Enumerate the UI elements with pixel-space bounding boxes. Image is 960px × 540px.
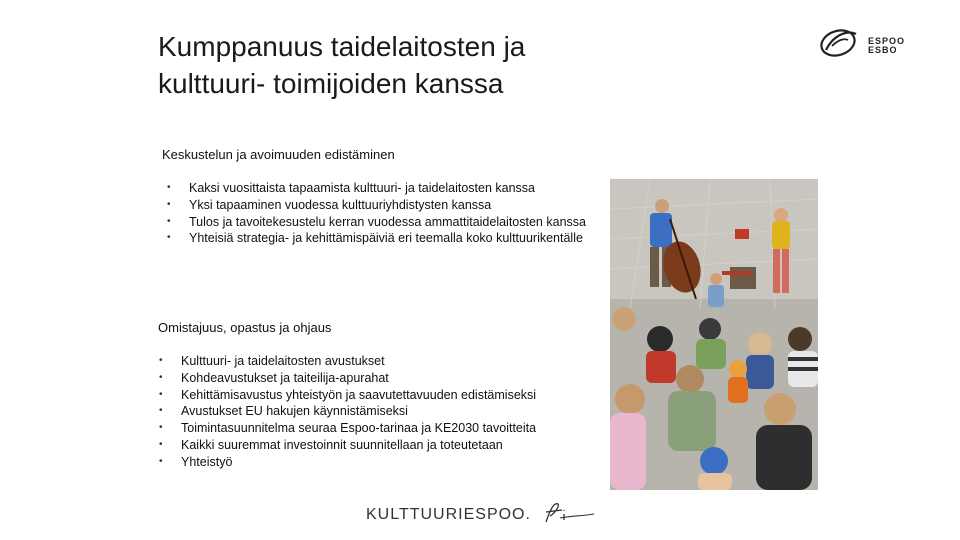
espoo-logo [818, 24, 918, 62]
slide-title-line1: Kumppanuus taidelaitosten ja [158, 31, 526, 62]
list-item: • Toimintasuunnitelma seuraa Espoo-tarinaa ja KE2030 tavoitteita [181, 420, 601, 437]
espoo-logo-icon [818, 24, 862, 62]
list-item: • Avustukset EU hakujen käynnistämiseksi [181, 403, 601, 420]
kulttuuriespoo-logo: KULTTUURIESPOO. [366, 506, 531, 523]
logo-line-espoo: ESPOO [868, 36, 906, 46]
section2-heading: Omistajuus, opastus ja ohjaus [158, 320, 332, 335]
list-item: • Kehittämisavustus yhteistyön ja saavutettavuuden edistämiseksi [181, 387, 601, 404]
list-item: • Tulos ja tavoitekesustelu kerran vuodessa ammattitaidelaitosten kanssa [189, 214, 599, 231]
outdoor-concert-photo [610, 179, 818, 490]
signature-fi-icon [540, 498, 596, 528]
list-item: • Kaikki suuremmat investoinnit suunnitellaan ja toteutetaan [181, 437, 601, 454]
list-item: • Yksi tapaaminen vuodessa kulttuuriyhdistysten kanssa [189, 197, 599, 214]
concert-photo-illustration [610, 179, 818, 490]
list-item: • Kohdeavustukset ja taiteilija-apurahat [181, 370, 601, 387]
logo-line-esbo: ESBO [868, 45, 898, 55]
slide-title [158, 28, 678, 102]
list-item: • Kaksi vuosittaista tapaamista kulttuuri- ja taidelaitosten kanssa [189, 180, 599, 197]
list-item: • Kulttuuri- ja taidelaitosten avustukset [181, 353, 601, 370]
espoo-logo-text [868, 37, 905, 55]
section1-heading: Keskustelun ja avoimuuden edistäminen [162, 147, 395, 162]
section1-list [189, 180, 599, 247]
slide-title-line2: kulttuuri- toimijoiden kanssa [158, 68, 504, 99]
list-item: • Yhteistyö [181, 454, 601, 471]
section2-list [181, 353, 601, 471]
list-item: • Yhteisiä strategia- ja kehittämispäiviä eri teemalla koko kulttuurikentälle [189, 230, 599, 247]
